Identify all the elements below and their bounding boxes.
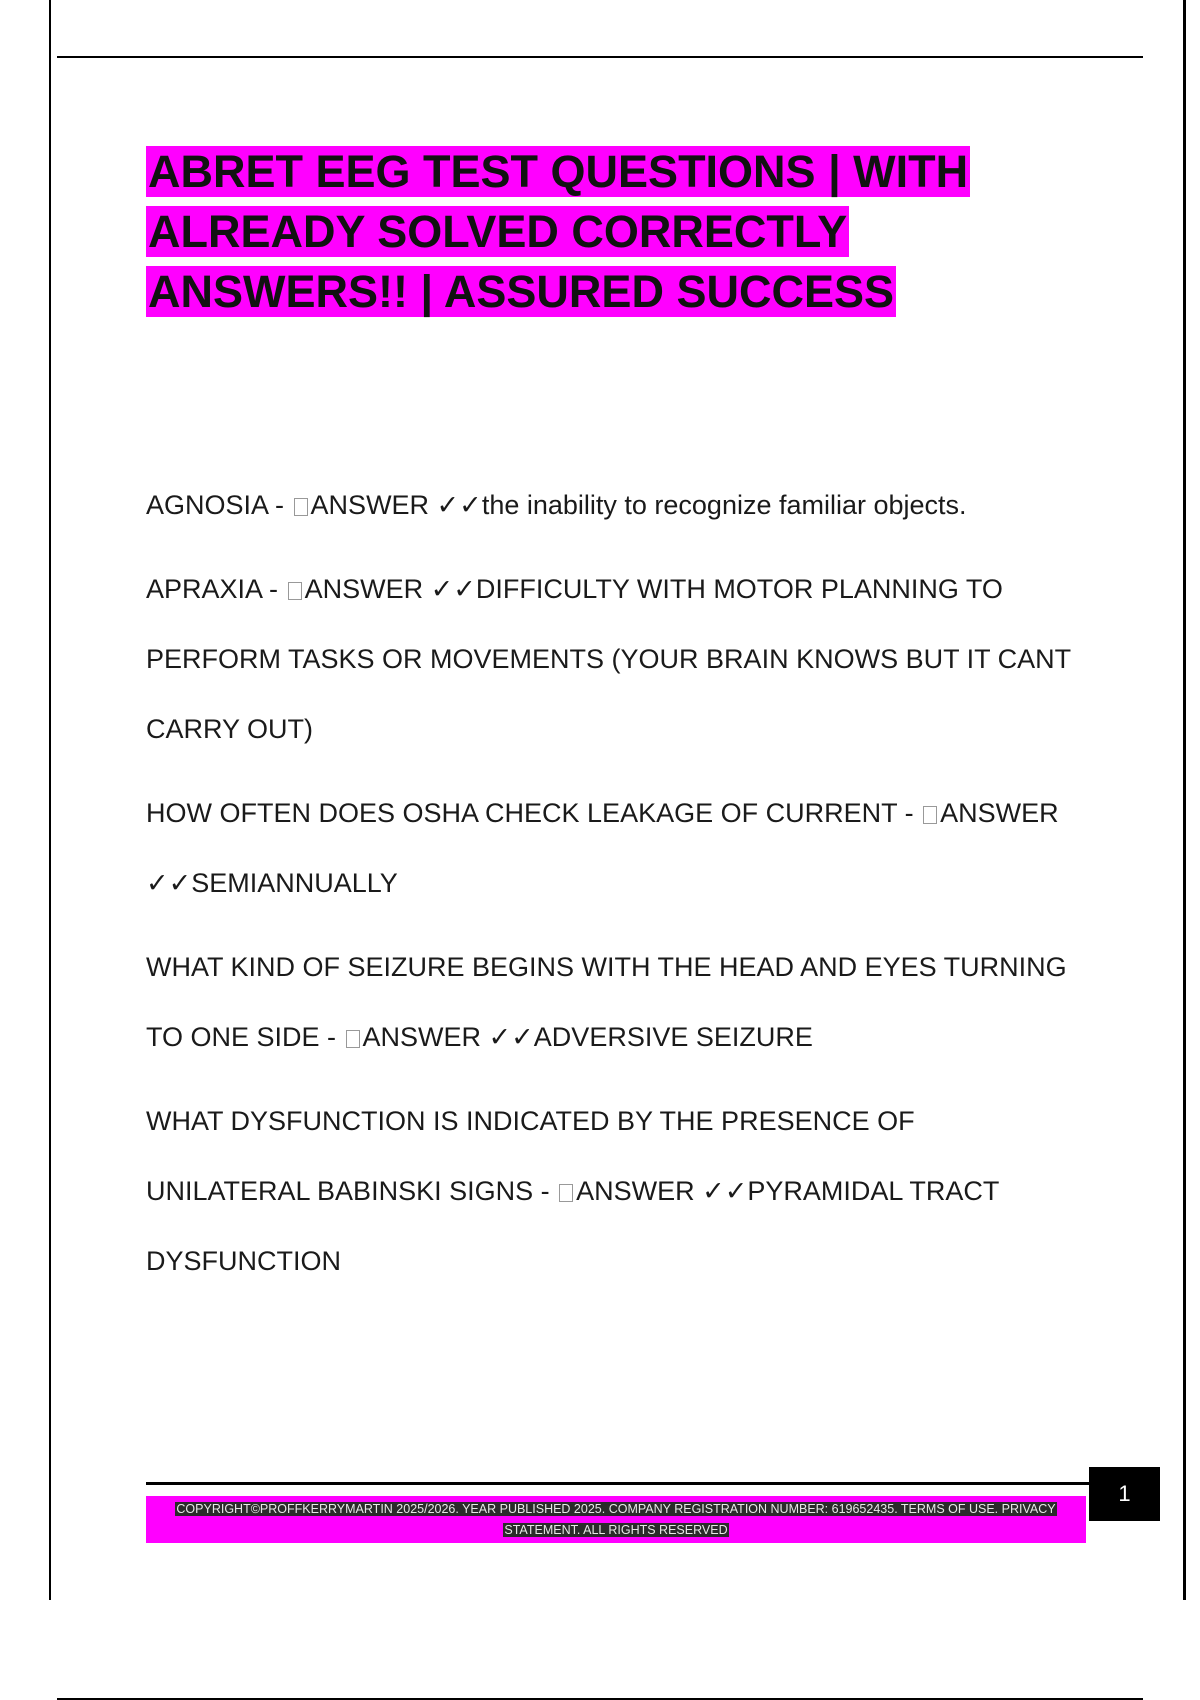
answer-text: the inability to recognize familiar objects. [481, 490, 967, 520]
page-number: 1 [1089, 1467, 1160, 1521]
answer-prefix: ANSWER ✓✓ [146, 798, 1059, 898]
question-text: HOW OFTEN DOES OSHA CHECK LEAKAGE OF CURRENT - [146, 798, 922, 828]
qa-item [146, 470, 1076, 540]
header-rule [57, 56, 1143, 58]
question-text: AGNOSIA - [146, 490, 292, 520]
answer-prefix: ANSWER ✓✓ [304, 574, 476, 604]
question-text: WHAT DYSFUNCTION IS INDICATED BY THE PRESENCE OF UNILATERAL BABINSKI SIGNS - [146, 1106, 915, 1206]
checkbox-glyph-icon [288, 582, 302, 600]
qa-item [146, 554, 1076, 764]
answer-text: PYRAMIDAL TRACT DYSFUNCTION [146, 1176, 999, 1276]
answer-text: DIFFICULTY WITH MOTOR PLANNING TO PERFORM TASKS OR MOVEMENTS (YOUR BRAIN KNOWS BUT IT CANT CARRY OUT) [146, 574, 1071, 744]
document-title [146, 142, 1086, 322]
answer-text: SEMIANNUALLY [191, 868, 398, 898]
document-title-text: ABRET EEG TEST QUESTIONS | WITH ALREADY SOLVED CORRECTLY ANSWERS!! | ASSURED SUCCESS [148, 146, 969, 317]
answer-prefix: ANSWER ✓✓ [362, 1022, 534, 1052]
page-border-right [1183, 0, 1186, 1600]
qa-item [146, 1086, 1076, 1296]
question-text: WHAT KIND OF SEIZURE BEGINS WITH THE HEAD AND EYES TURNING TO ONE SIDE - [146, 952, 1067, 1052]
answer-prefix: ANSWER ✓✓ [310, 490, 482, 520]
qa-list [146, 470, 1076, 1310]
checkbox-glyph-icon [294, 498, 308, 516]
qa-item [146, 932, 1076, 1072]
question-text: APRAXIA - [146, 574, 286, 604]
footer-rule [146, 1482, 1091, 1485]
answer-prefix: ANSWER ✓✓ [576, 1176, 748, 1206]
qa-item [146, 778, 1076, 918]
copyright-text: COPYRIGHT©PROFFKERRYMARTIN 2025/2026. YEAR PUBLISHED 2025. COMPANY REGISTRATION NUMBER: 619652435. TERMS OF USE. PRIVACY STATEMENT. ALL RIGHTS RESERVED [176, 1502, 1056, 1537]
checkbox-glyph-icon [559, 1184, 573, 1202]
page-border-left [49, 0, 51, 1600]
answer-text: ADVERSIVE SEIZURE [533, 1022, 813, 1052]
checkbox-glyph-icon [923, 806, 937, 824]
copyright-footer [146, 1496, 1086, 1543]
checkbox-glyph-icon [346, 1030, 360, 1048]
